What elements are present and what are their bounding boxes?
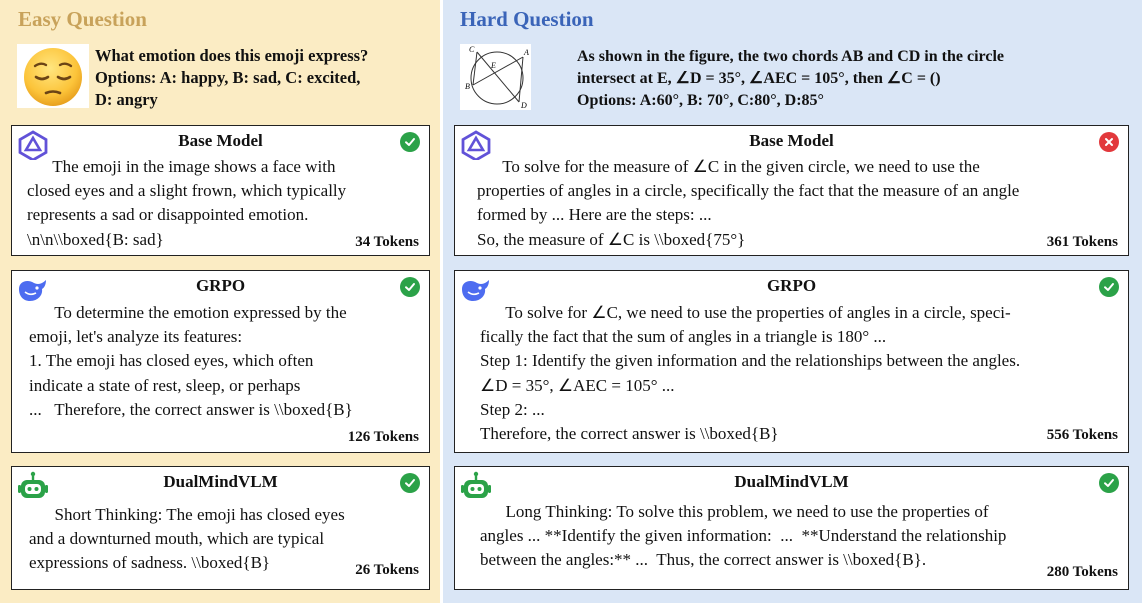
body-line: angles ... **Identify the given information: ... **Understand the relationship — [480, 526, 1007, 546]
base-model-card-easy — [11, 125, 430, 256]
body-line: and a downturned mouth, which are typical — [29, 529, 325, 549]
body-line: The emoji in the image shows a face with — [27, 157, 336, 176]
point-label: B — [465, 82, 470, 91]
check-circle-icon — [400, 277, 420, 297]
grpo-card-hard — [454, 270, 1129, 453]
card-body — [477, 155, 1019, 252]
circle-chords-figure — [460, 44, 531, 110]
card-title: GRPO — [195, 276, 246, 295]
body-line: Step 1: Identify the given information and the relationships between the angles. — [480, 351, 1021, 371]
token-count: 34 Tokens — [355, 234, 419, 250]
check-circle-icon — [400, 132, 420, 152]
point-label: A — [524, 48, 529, 57]
body-line: To determine the emotion expressed by the — [29, 303, 347, 322]
card-title: DualMindVLM — [163, 472, 278, 491]
body-line: fically the fact that the sum of angles in a triangle is 180° ... — [480, 327, 887, 347]
token-count: 126 Tokens — [347, 429, 419, 445]
body-line: \n\n\\boxed{B: sad} — [27, 229, 164, 249]
body-line: formed by ... Here are the steps: ... — [477, 205, 712, 225]
dualmind-card-hard — [454, 466, 1129, 590]
point-label: C — [469, 45, 475, 54]
body-line: To solve for the measure of ∠C in the given circle, we need to use the — [477, 157, 980, 176]
body-line: Step 2: ... — [480, 399, 545, 419]
body-line: indicate a state of rest, sleep, or perhaps — [29, 375, 301, 395]
grpo-card-easy — [11, 270, 430, 453]
question-line: D: angry — [95, 90, 158, 109]
hard-question-panel — [443, 0, 1142, 603]
dualmind-card-easy — [11, 466, 430, 590]
body-line: between the angles:** ... Thus, the correct answer is \\boxed{B}. — [480, 550, 927, 570]
body-line: expressions of sadness. \\boxed{B} — [29, 553, 271, 573]
token-count: 280 Tokens — [1046, 564, 1118, 580]
body-line: ... Therefore, the correct answer is \\boxed{B} — [29, 399, 353, 419]
card-title: Base Model — [749, 131, 834, 150]
hard-question-title: Hard Question — [460, 7, 594, 31]
body-line: 1. The emoji has closed eyes, which often — [29, 351, 314, 371]
card-body — [29, 301, 353, 422]
hard-question-text — [577, 46, 1004, 112]
body-line: Therefore, the correct answer is \\boxed{B} — [480, 424, 779, 444]
check-circle-icon — [1099, 473, 1119, 493]
question-line: Options: A: happy, B: sad, C: excited, — [95, 68, 361, 87]
body-line: ∠D = 35°, ∠AEC = 105° ... — [480, 375, 675, 395]
card-body — [480, 500, 1006, 573]
point-label: D — [521, 101, 527, 110]
body-line: closed eyes and a slight frown, which typically — [27, 181, 347, 201]
card-body — [29, 503, 345, 576]
base-model-card-hard — [454, 125, 1129, 256]
easy-question-title: Easy Question — [18, 7, 147, 31]
body-line: Long Thinking: To solve this problem, we need to use the properties of — [480, 502, 989, 521]
token-count: 26 Tokens — [355, 562, 419, 578]
token-count: 556 Tokens — [1046, 427, 1118, 443]
body-line: Short Thinking: The emoji has closed eyes — [29, 505, 345, 524]
card-title: DualMindVLM — [734, 472, 849, 491]
body-line: So, the measure of ∠C is \\boxed{75°} — [477, 229, 746, 249]
body-line: emoji, let's analyze its features: — [29, 327, 243, 347]
x-circle-icon — [1099, 132, 1119, 152]
question-line: As shown in the figure, the two chords AB and CD in the circle — [577, 48, 1004, 65]
check-circle-icon — [1099, 277, 1119, 297]
card-title: Base Model — [178, 131, 263, 150]
question-line: What emotion does this emoji express? — [95, 46, 369, 65]
sad-emoji-image — [17, 44, 89, 108]
body-line: properties of angles in a circle, specifically the fact that the measure of an angle — [477, 181, 1020, 201]
token-count: 361 Tokens — [1046, 234, 1118, 250]
card-body — [480, 301, 1020, 446]
question-line: intersect at E, ∠D = 35°, ∠AEC = 105°, then ∠C = () — [577, 70, 941, 87]
easy-question-panel — [0, 0, 440, 603]
card-body — [27, 155, 346, 252]
body-line: To solve for ∠C, we need to use the properties of angles in a circle, speci- — [480, 303, 1011, 322]
question-line: Options: A:60°, B: 70°, C:80°, D:85° — [577, 92, 824, 109]
point-label: E — [491, 61, 496, 70]
easy-question-text — [95, 45, 368, 111]
check-circle-icon — [400, 473, 420, 493]
body-line: represents a sad or disappointed emotion. — [27, 205, 309, 225]
card-title: GRPO — [766, 276, 817, 295]
